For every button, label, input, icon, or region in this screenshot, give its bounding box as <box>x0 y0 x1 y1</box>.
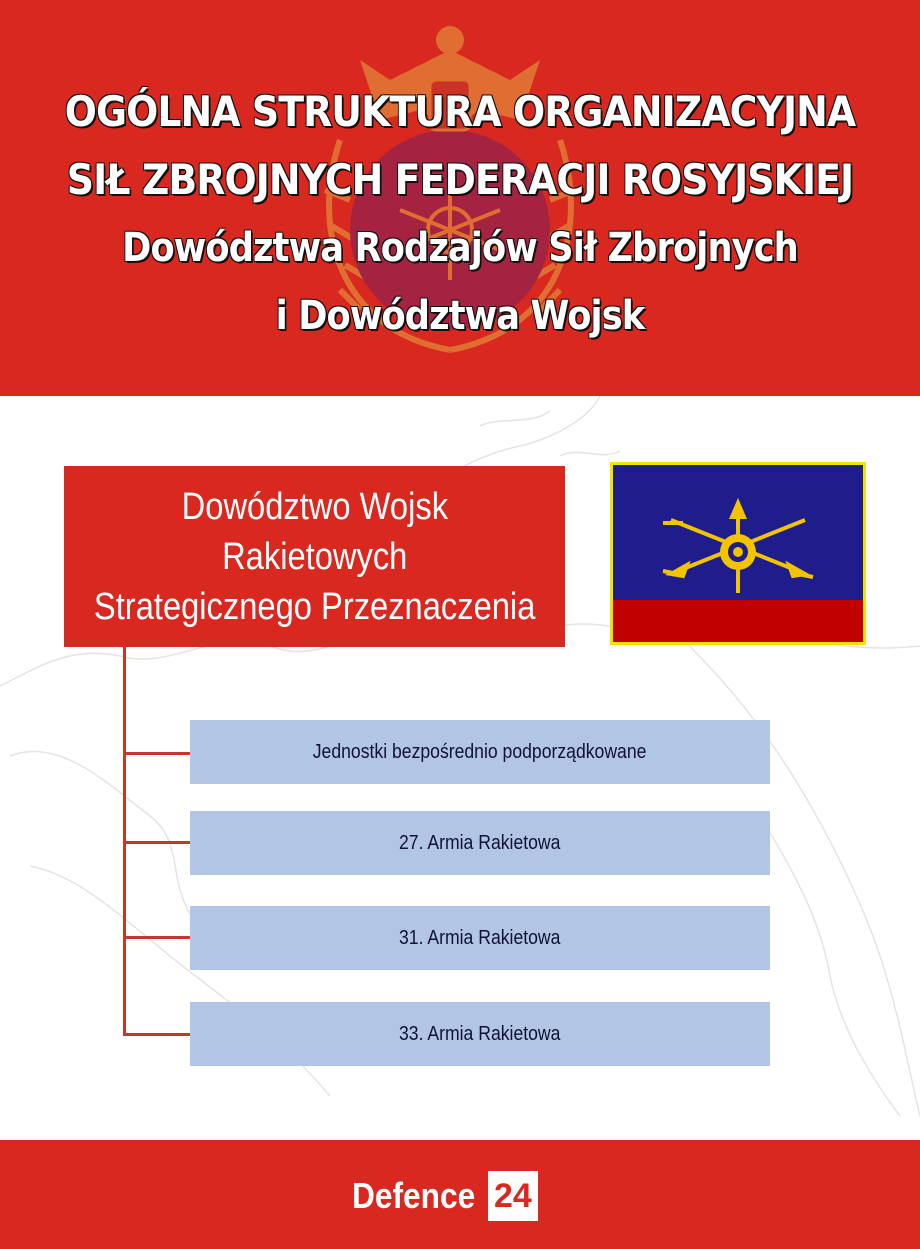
unit-box-31-army <box>190 906 770 970</box>
unit-label: 31. Armia Rakietowa <box>399 926 561 949</box>
title-line-4: i Dowództwa Wojsk <box>275 293 645 339</box>
root-line-2: Rakietowych <box>221 535 408 578</box>
logo-text: Defence <box>352 1175 476 1216</box>
title-line-2: SIŁ ZBROJNYCH FEDERACJI ROSYJSKIEJ <box>66 155 854 204</box>
connector-branch-4 <box>123 1033 190 1036</box>
title-line-3: Dowództwa Rodzajów Sił Zbrojnych <box>122 225 798 271</box>
unit-box-27-army <box>190 811 770 875</box>
strategic-missile-forces-flag <box>610 462 866 645</box>
defence24-logo <box>352 1171 538 1221</box>
title-line-1: OGÓLNA STRUKTURA ORGANIZACYJNA <box>64 87 856 136</box>
connector-branch-2 <box>123 841 190 844</box>
root-line-3: Strategicznego Przeznaczenia <box>93 585 536 628</box>
unit-label: 27. Armia Rakietowa <box>399 831 561 854</box>
unit-label: 33. Armia Rakietowa <box>399 1022 561 1045</box>
header-banner <box>0 0 920 396</box>
page-title <box>0 78 920 350</box>
connector-branch-3 <box>123 936 190 939</box>
root-line-1: Dowództwo Wojsk <box>181 485 448 528</box>
unit-label: Jednostki bezpośrednio podporządkowane <box>313 740 647 763</box>
root-command-box <box>64 466 565 647</box>
unit-box-33-army <box>190 1002 770 1066</box>
unit-box-direct-subordinates <box>190 720 770 784</box>
logo-number: 24 <box>488 1171 538 1221</box>
flag-emblem-icon <box>613 465 863 642</box>
connector-branch-1 <box>123 752 190 755</box>
